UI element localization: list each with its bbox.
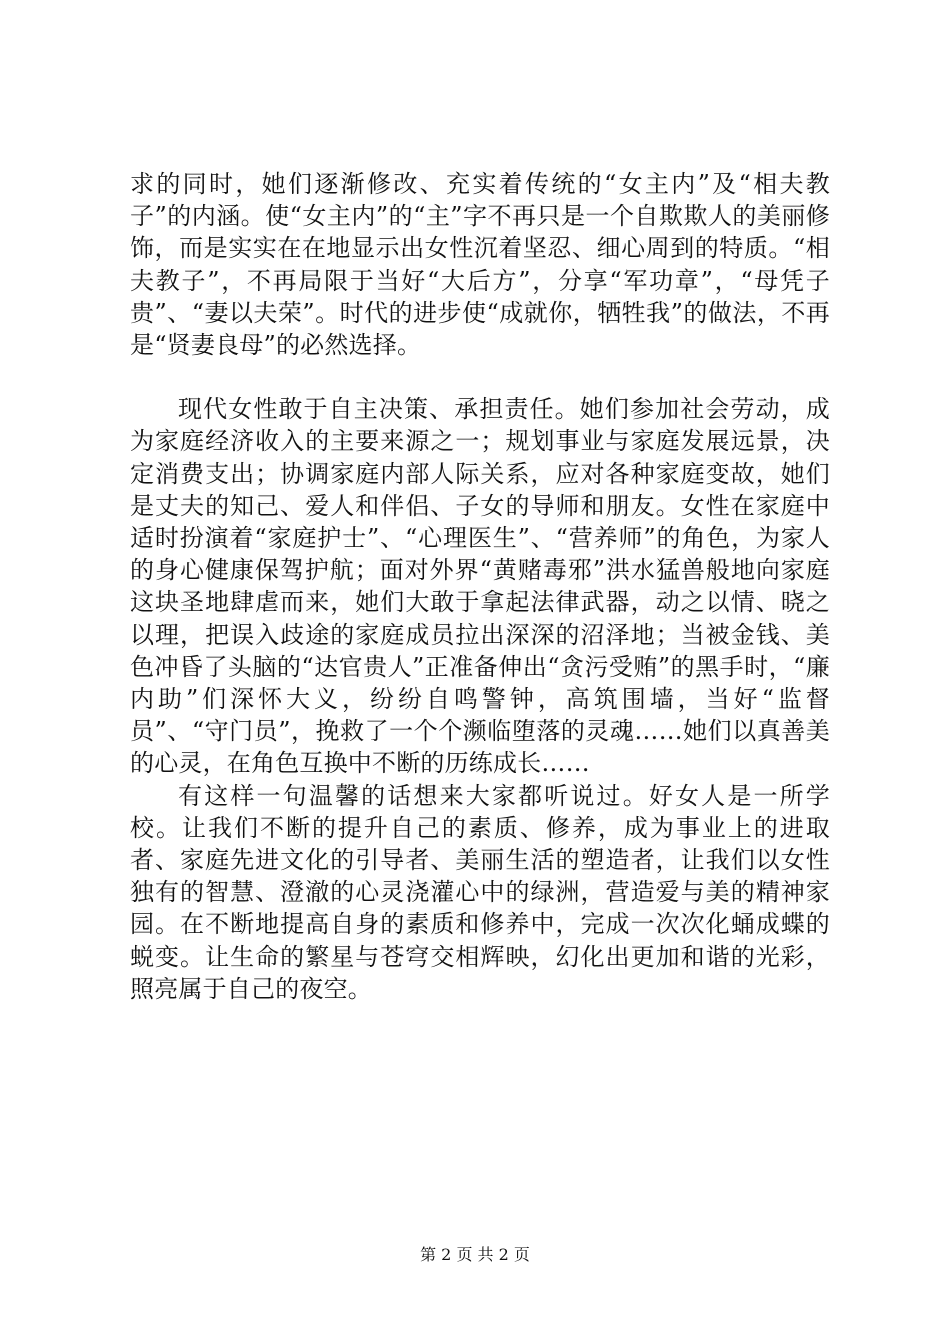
paragraph-good-woman: 有这样一句温馨的话想来大家都听说过。好女人是一所学校。让我们不断的提升自己的素质、修养，成为事业上的进取者、家庭先进文化的引导者、美丽生活的塑造者，让我们以女性独有的智慧、澄澈的心灵浇灌心中的绿洲，营造爱与美的精神家园。在不断地提高自身的素质和修养中，完成一次次化蛹成蝶的蜕变。让生命的繁星与苍穹交相辉映，幻化出更加和谐的光彩，照亮属于自己的夜空。 xyxy=(130,781,830,1003)
document-body xyxy=(130,168,830,1005)
page-footer: 第 2 页 共 2 页 xyxy=(420,1245,530,1264)
paragraph-continued: 求的同时，她们逐渐修改、充实着传统的“女主内”及“相夫教子”的内涵。使“女主内”的“主”字不再只是一个自欺欺人的美丽修饰，而是实实在在地显示出女性沉着坚忍、细心周到的特质。“相夫教子”，不再局限于当好“大后方”，分享“军功章”，“母凭子贵”、“妻以夫荣”。时代的进步使“成就你，牺牲我”的做法，不再是“贤妻良母”的必然选择。 xyxy=(130,170,830,360)
paragraph-spacer xyxy=(130,361,830,393)
paragraph-modern-women: 现代女性敢于自主决策、承担责任。她们参加社会劳动，成为家庭经济收入的主要来源之一；规划事业与家庭发展远景，决定消费支出；协调家庭内部人际关系，应对各种家庭变故，她们是丈夫的知己、爱人和伴侣、子女的导师和朋友。女性在家庭中适时扮演着“家庭护士”、“心理医生”、“营养师”的角色，为家人的身心健康保驾护航；面对外界“黄赌毒邪”洪水猛兽般地向家庭这块圣地肆虐而来，她们大敢于拿起法律武器，动之以情、晓之以理，把误入歧途的家庭成员拉出深深的沼泽地；当被金钱、美色冲昏了头脑的“达官贵人”正准备伸出“贪污受贿”的黑手时，“廉内助”们深怀大义，纷纷自鸣警钟，高筑围墙，当好“监督员”、“守门员”，挽救了一个个濒临堕落的灵魂……她们以真善美的心灵，在角色互换中不断的历练成长…… xyxy=(130,395,830,778)
